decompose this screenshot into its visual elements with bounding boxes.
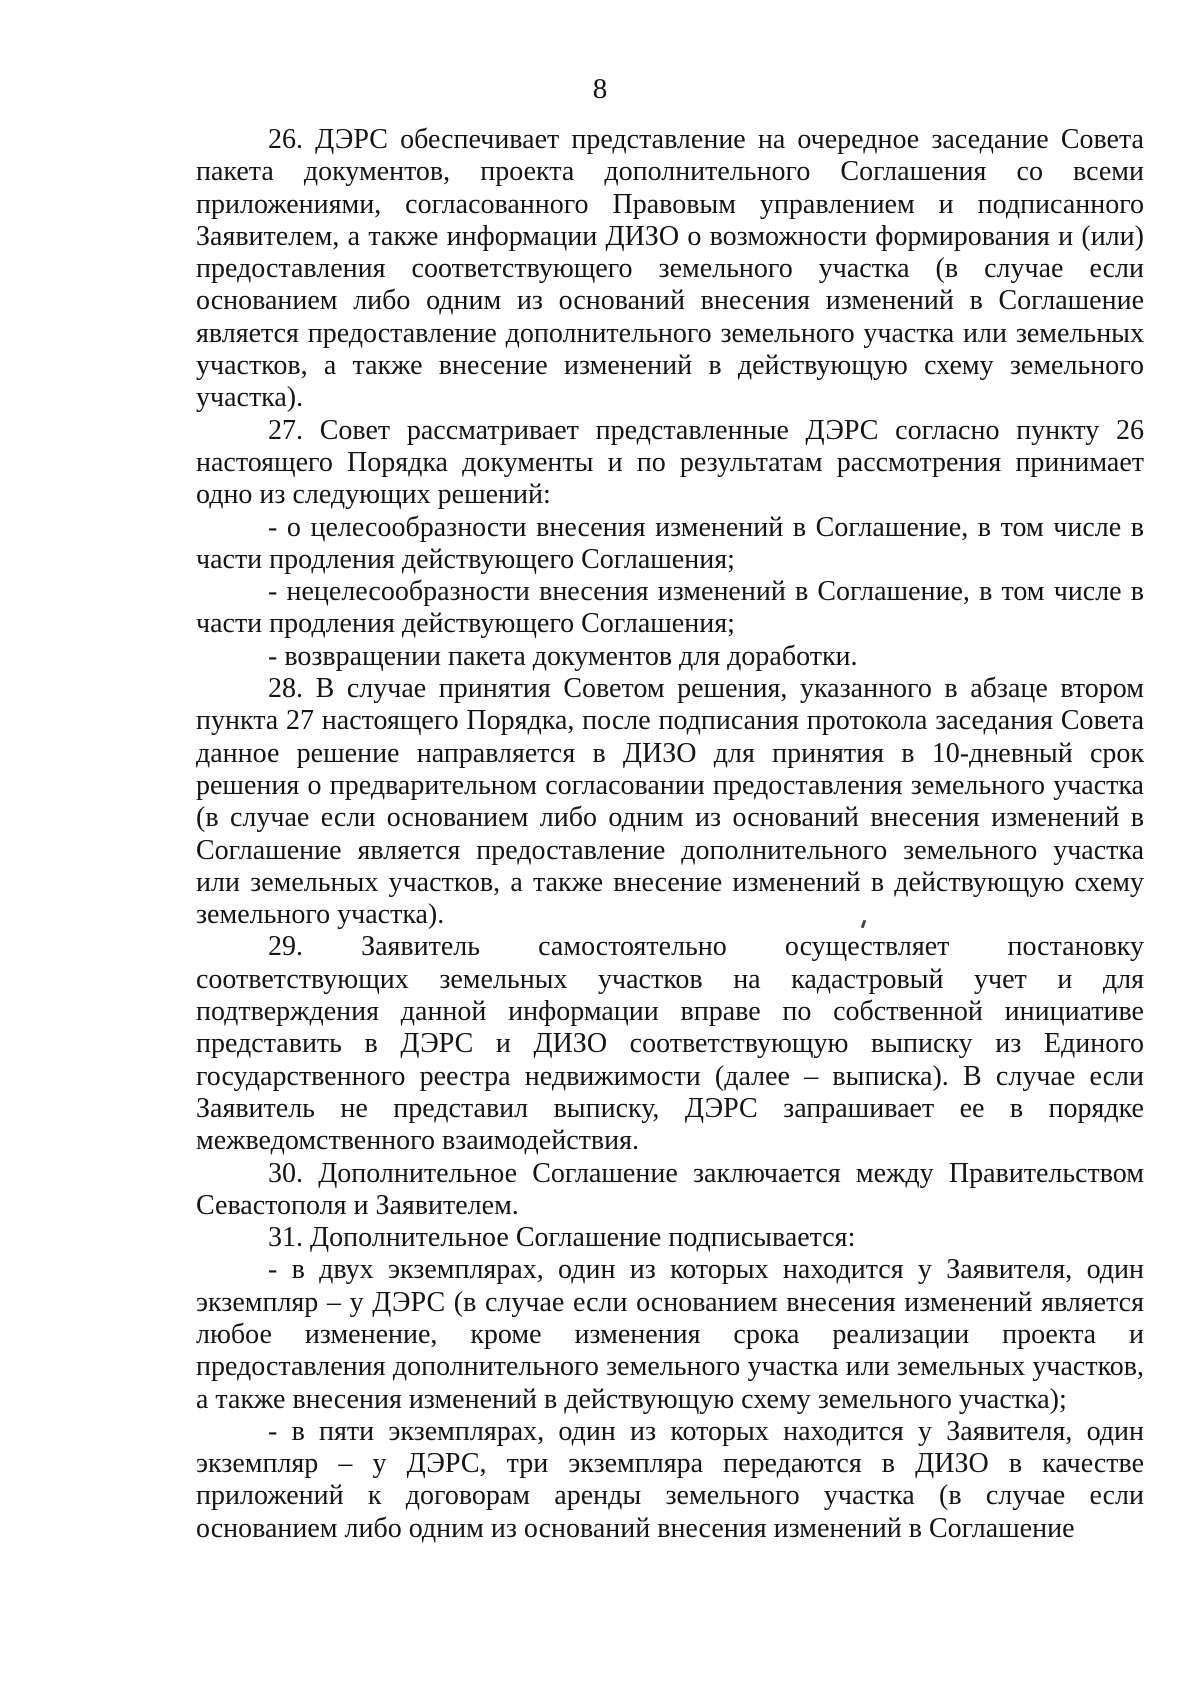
paragraph-28: 28. В случае принятия Советом решения, указанного в абзаце втором пункта 27 настоящего Порядка, после подписания протокола заседания Совета данное решение направляется в ДИЗО для принятия в 10-дневный срок решения о предварительном согласовании предоставления земельного участка (в случае если основанием либо одним из оснований внесения изменений в Соглашение является предоставление дополнительного земельного участка или земельных участков, а также внесение изменений в действующую схему земельного участка).: [196, 673, 1144, 931]
list-item: - в пяти экземплярах, один из которых находится у Заявителя, один экземпляр – у ДЭРС, три экземпляра передаются в ДИЗО в качестве приложений к договорам аренды земельного участка (в случае если основанием либо одним из оснований внесения изменений в Соглашение: [196, 1415, 1144, 1544]
list-item: - нецелесообразности внесения изменений в Соглашение, в том числе в части продления действующего Соглашения;: [196, 576, 1144, 640]
list-item: - в двух экземплярах, один из которых находится у Заявителя, один экземпляр – у ДЭРС (в случае если основанием внесения изменений является любое изменение, кроме изменения срока реализации проекта и предоставления дополнительного земельного участка или земельных участков, а также внесения изменений в действующую схему земельного участка);: [196, 1254, 1144, 1415]
paragraph-31: 31. Дополнительное Соглашение подписывается:: [268, 1222, 856, 1254]
list-item: - о целесообразности внесения изменений в Соглашение, в том числе в части продления действующего Соглашения;: [196, 511, 1144, 575]
paragraph-26: 26. ДЭРС обеспечивает представление на очередное заседание Совета пакета документов, проекта дополнительного Соглашения со всеми приложениями, согласованного Правовым управлением и подписанного Заявителем, а также информации ДИЗО о возможности формирования и (или) предоставления соответствующего земельного участка (в случае если основанием либо одним из оснований внесения изменений в Соглашение является предоставление дополнительного земельного участка или земельных участков, а также внесение изменений в действующую схему земельного участка).: [196, 124, 1144, 414]
paragraph-27: 27. Совет рассматривает представленные ДЭРС согласно пункту 26 настоящего Порядка документы и по результатам рассмотрения принимает одно из следующих решений:: [196, 414, 1144, 511]
paragraph-30: 30. Дополнительное Соглашение заключается между Правительством Севастополя и Заявителем.: [196, 1157, 1144, 1221]
page-number: 8: [592, 73, 608, 105]
list-item: - возвращении пакета документов для доработки.: [268, 640, 858, 672]
document-body: [196, 124, 1144, 1545]
paragraph-29: 29. Заявитель самостоятельно осуществляет постановку соответствующих земельных участков на кадастровый учет и для подтверждения данной информации вправе по собственной инициативе представить в ДЭРС и ДИЗО соответствующую выписку из Единого государственного реестра недвижимости (далее – выписка). В случае если Заявитель не представил выписку, ДЭРС запрашивает ее в порядке межведомственного взаимодействия.: [196, 931, 1144, 1157]
